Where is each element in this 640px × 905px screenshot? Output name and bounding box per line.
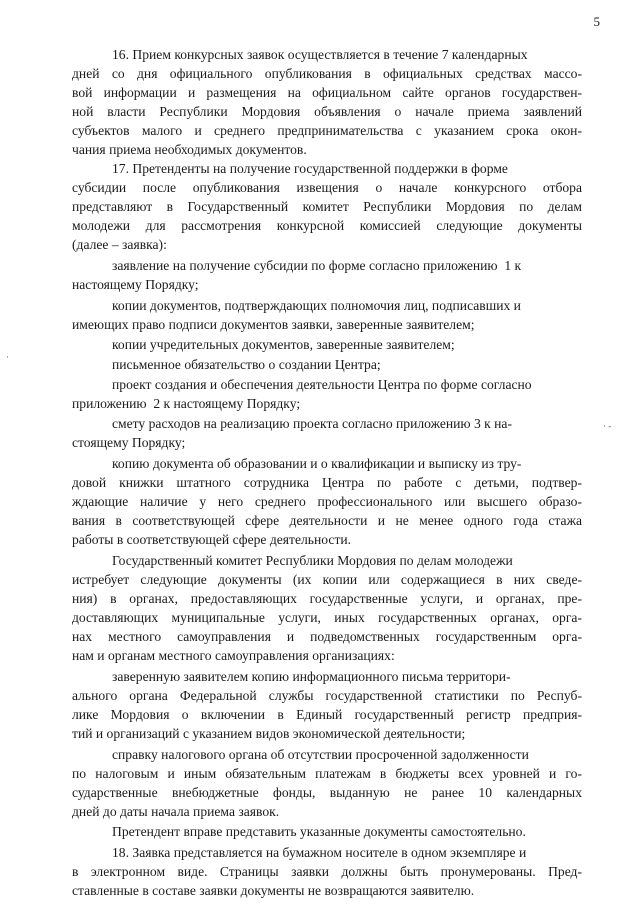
text-line: чания приема необходимых документов. [72, 142, 307, 157]
text-line: справку налогового органа об отсутствии просроченной задолженности [112, 747, 529, 762]
text-line: в электронном виде. Страницы заявки должны быть пронумерованы. Пред- [72, 864, 582, 879]
text-line: по налоговым и иным обязательным платежам в бюджеты всех уровней и го- [72, 766, 582, 781]
text-line: заверенную заявителем копию информационного письма территори- [112, 669, 511, 684]
text-line: ной власти Республики Мордовия объявления о начале приема заявлений [72, 104, 582, 119]
text-line: проект создания и обеспечения деятельности Центра по форме согласно [112, 377, 532, 392]
scan-speck: · - [603, 421, 612, 431]
text-line: вой информации и размещения на официальном сайте органов государствен- [72, 85, 582, 100]
text-line: стоящему Порядку; [72, 435, 186, 450]
text-line: Претендент вправе представить указанные документы самостоятельно. [112, 824, 526, 839]
text-line: доставляющих муниципальные услуги, иных государственных органах, орга- [72, 610, 582, 625]
text-line: представляют в Государственный комитет Республики Мордовия по делам [72, 199, 582, 214]
text-line: смету расходов на реализацию проекта согласно приложению 3 к на- [112, 416, 512, 431]
text-line: ального органа Федеральной службы государственной статистики по Респуб- [72, 688, 582, 703]
text-line: нах местного самоуправления и подведомственных государственным орга- [72, 629, 582, 644]
text-line: дней до даты начала приема заявок. [72, 804, 280, 819]
text-line: Государственный комитет Республики Мордовия по делам молодежи [112, 553, 513, 568]
text-line: субъектов малого и среднего предпринимательства с указанием срока окон- [72, 123, 582, 138]
text-line: работы в соответствующей сфере деятельности. [72, 532, 352, 547]
text-line: настоящему Порядку; [72, 277, 199, 292]
text-line: довой книжки штатного сотрудника Центра по работе с детьми, подтвер- [72, 475, 582, 490]
page-number: 5 [593, 14, 600, 29]
text-line: вания в соответствующей сфере деятельности и не менее одного года стажа [72, 513, 582, 528]
text-line: ния) в органах, предоставляющих государственные услуги, и органах, пре- [72, 591, 582, 606]
text-line: имеющих право подписи документов заявки, заверенные заявителем; [72, 317, 475, 332]
text-line: сударственные внебюджетные фонды, выданную не ранее 10 календарных [72, 785, 582, 800]
text-line: заявление на получение субсидии по форме согласно приложению 1 к [112, 258, 522, 273]
text-line: 18. Заявка представляется на бумажном носителе в одном экземпляре и [112, 845, 527, 860]
text-line: копию документа об образовании и о квалификации и выписку из тру- [112, 456, 522, 471]
text-line: приложению 2 к настоящему Порядку; [72, 396, 301, 411]
text-line: истребует следующие документы (их копии или содержащиеся в них сведе- [72, 572, 582, 587]
text-line: тий и организаций с указанием видов экономической деятельности; [72, 726, 466, 741]
text-line: письменное обязательство о создании Центра; [112, 357, 381, 372]
text-line: 17. Претенденты на получение государственной поддержки в форме [112, 161, 508, 176]
text-line: ждающие наличие у него среднего профессионального или высшего образо- [72, 494, 582, 509]
scan-speck: · [6, 352, 9, 362]
text-line: субсидии после опубликования извещения о начале конкурсного отбора [72, 180, 582, 195]
text-line: ставленные в составе заявки документы не возвращаются заявителю. [72, 883, 475, 898]
text-line: 16. Прием конкурсных заявок осуществляется в течение 7 календарных [112, 47, 528, 62]
text-line: копии учредительных документов, заверенные заявителем; [112, 337, 455, 352]
text-line: лике Мордовия о включении в Единый государственный регистр предприя- [72, 707, 582, 722]
text-line: копии документов, подтверждающих полномочия лиц, подписавших и [112, 298, 521, 313]
text-line: молодежи для рассмотрения конкурсной комиссией следующие документы [72, 218, 582, 233]
text-line: нам и органам местного самоуправления организациях: [72, 648, 395, 663]
text-line: (далее – заявка): [72, 237, 167, 252]
text-line: дней со дня официального опубликования в официальных средствах массо- [72, 66, 582, 81]
